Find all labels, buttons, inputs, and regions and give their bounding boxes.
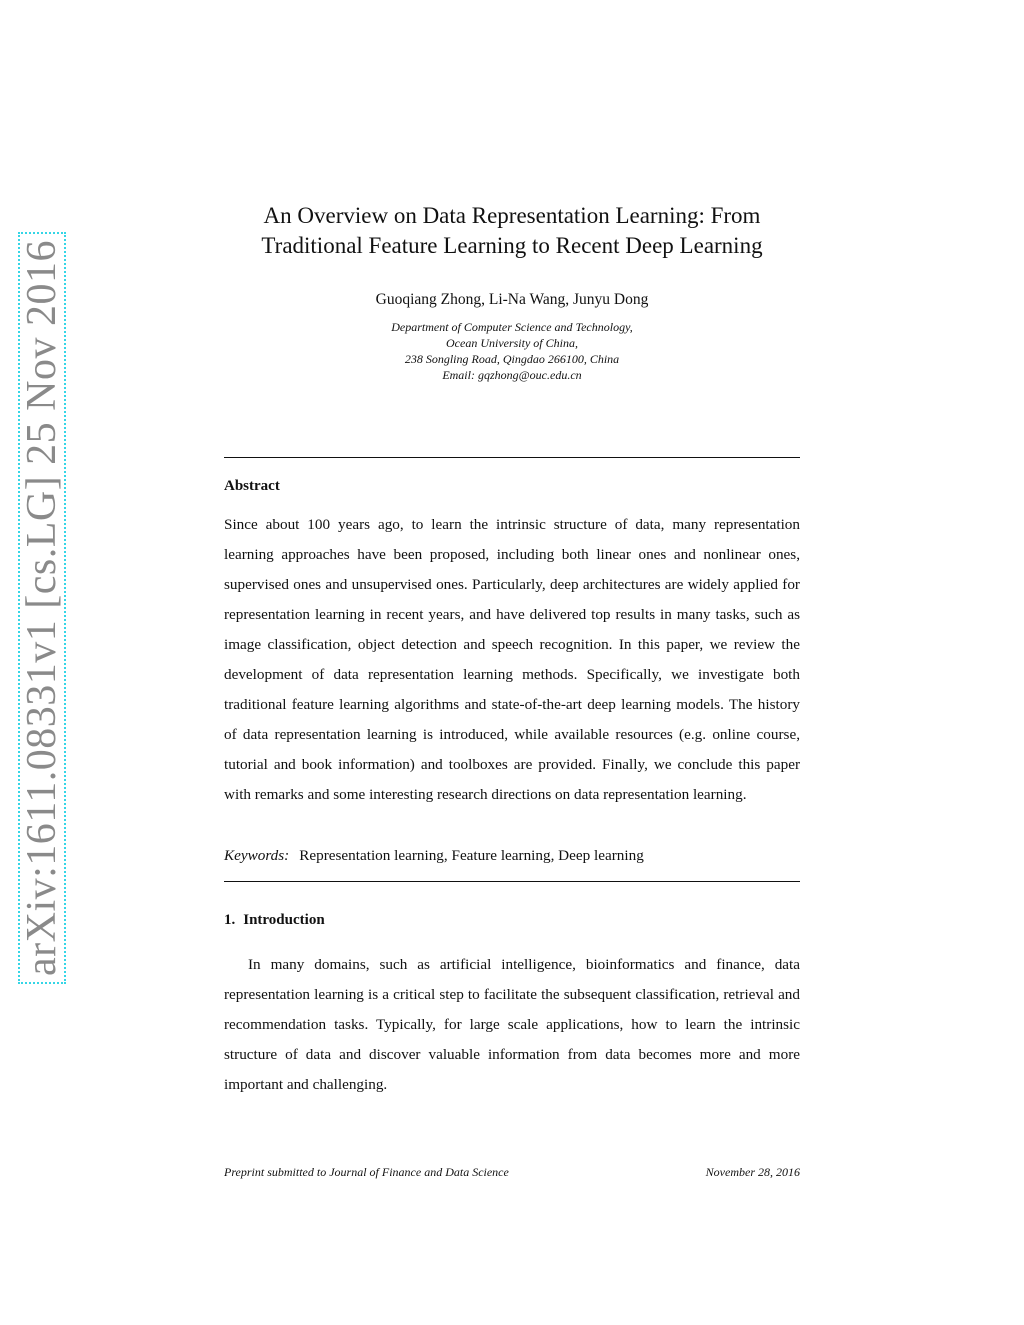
paper-title-line-1: An Overview on Data Representation Learning: From xyxy=(263,203,761,228)
section-title: Introduction xyxy=(243,912,325,928)
abstract-heading: Abstract xyxy=(224,478,280,494)
affiliation-address: 238 Songling Road, Qingdao 266100, China xyxy=(404,352,620,366)
introduction-paragraph: In many domains, such as artificial intelligence, bioinformatics and finance, data representation learning is a critical step to facilitate the subsequent classification, retrieval and recommendation tasks. Typically, for large scale applications, how to learn the intrinsic structure of data and discover valuable information from data becomes more and more important and challenging. xyxy=(224,956,800,1093)
section-number: 1. xyxy=(224,912,236,928)
abstract-bottom-rule xyxy=(224,881,800,882)
footer-date: November 28, 2016 xyxy=(705,1165,800,1179)
paper-title xyxy=(224,201,800,261)
paper-title-line-2: Traditional Feature Learning to Recent Deep Learning xyxy=(261,233,763,258)
affiliation-block xyxy=(224,319,800,383)
keywords-text: Representation learning, Feature learning, Deep learning xyxy=(299,847,644,864)
abstract-text: Since about 100 years ago, to learn the intrinsic structure of data, many representation learning approaches have been proposed, including both linear ones and nonlinear ones, supervised ones and unsupervised ones. Particularly, deep architectures are widely applied for representation learning in recent years, and have delivered top results in many tasks, such as image classification, object detection and speech recognition. In this paper, we review the development of data representation learning methods. Specifically, we investigate both traditional feature learning algorithms and state-of-the-art deep learning models. The history of data representation learning is introduced, while available resources (e.g. online course, tutorial and book information) and toolboxes are provided. Finally, we conclude this paper with remarks and some interesting research directions on data representation learning. xyxy=(224,516,800,803)
affiliation-email: Email: gqzhong@ouc.edu.cn xyxy=(442,368,582,382)
abstract-top-rule xyxy=(224,457,800,458)
arxiv-identifier-stamp[interactable]: arXiv:1611.08331v1 [cs.LG] 25 Nov 2016 xyxy=(18,232,66,984)
affiliation-department: Department of Computer Science and Technology, xyxy=(391,320,633,334)
keywords-line xyxy=(224,846,800,866)
footer-preprint-note: Preprint submitted to Journal of Finance and Data Science xyxy=(224,1165,509,1179)
affiliation-university: Ocean University of China, xyxy=(446,336,578,350)
author-list: Guoqiang Zhong, Li-Na Wang, Junyu Dong xyxy=(375,291,649,308)
keywords-label: Keywords: xyxy=(224,847,290,864)
section-heading-introduction xyxy=(224,910,325,930)
